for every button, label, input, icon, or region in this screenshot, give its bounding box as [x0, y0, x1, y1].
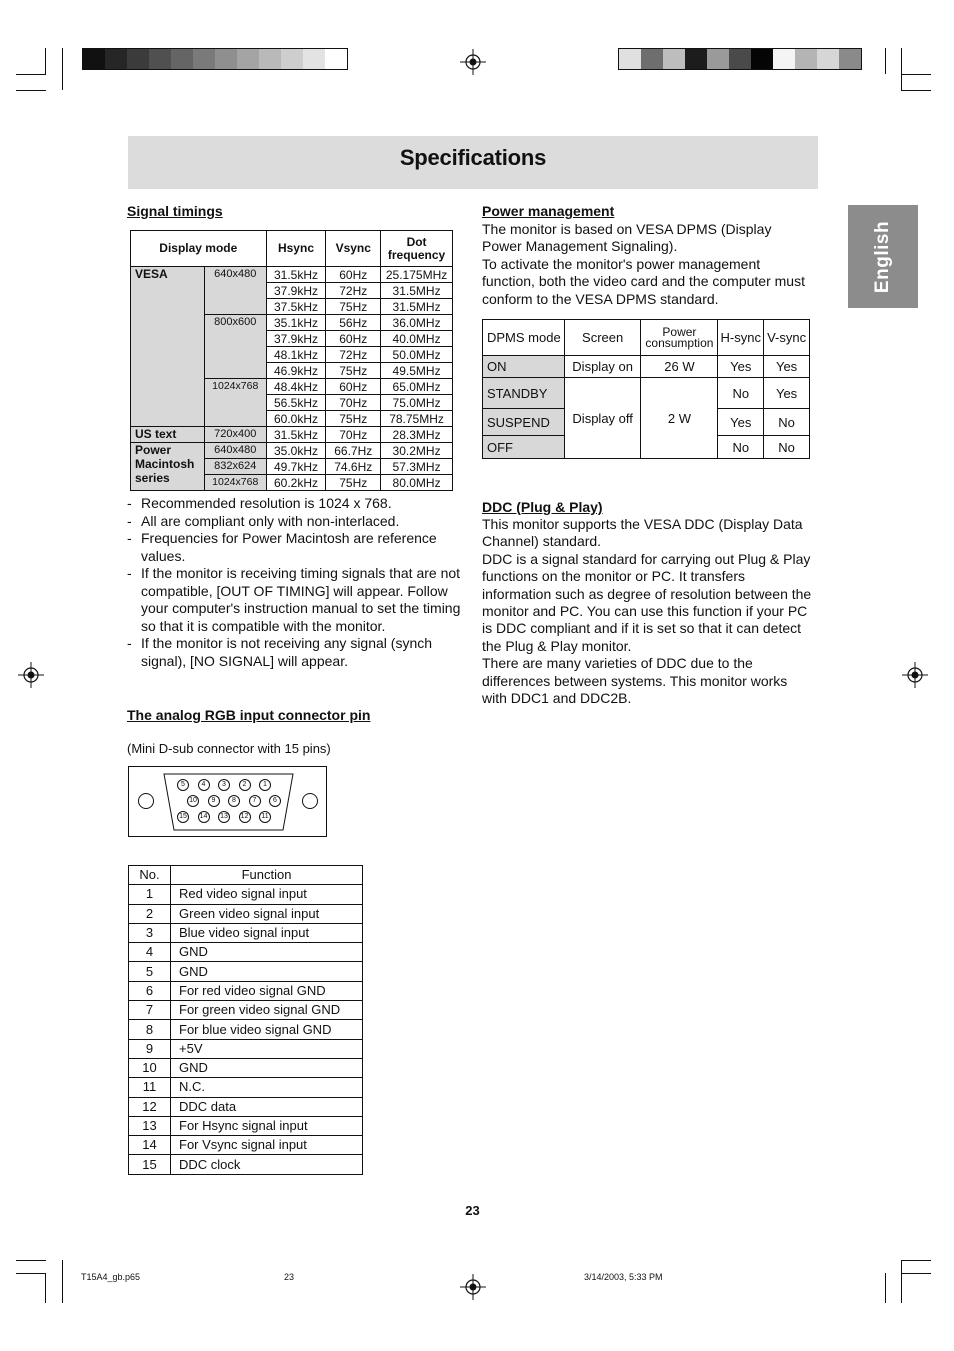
pin-function-cell: Red video signal input — [171, 885, 363, 904]
pin-number-cell: 8 — [129, 1020, 171, 1039]
table-cell: 31.5MHz — [381, 283, 453, 299]
pin-1-icon: 1 — [259, 779, 271, 791]
pin-14-icon: 14 — [198, 811, 210, 823]
table-cell: 60Hz — [326, 267, 381, 283]
table-cell: OFF — [483, 436, 565, 459]
table-cell: 75Hz — [326, 411, 381, 427]
pin-3-icon: 3 — [218, 779, 230, 791]
table-cell: 60.0kHz — [266, 411, 326, 427]
table-row — [129, 1020, 363, 1039]
table-row — [129, 1039, 363, 1058]
table-header: V-sync — [764, 320, 810, 356]
crop-mark — [901, 48, 902, 90]
table-cell: 66.7Hz — [326, 443, 381, 459]
pin-function-cell: GND — [171, 1058, 363, 1077]
paragraph: There are many varieties of DDC due to the differences between systems. This monitor works with DDC1 and DDC2B. — [482, 655, 788, 707]
table-cell: 75Hz — [326, 363, 381, 379]
color-swatch — [795, 49, 817, 69]
table-cell: 50.0MHz — [381, 347, 453, 363]
table-header: Screen — [564, 320, 641, 356]
signal-timings-notes — [127, 495, 463, 670]
pin-number-cell: 5 — [129, 962, 171, 981]
resolution-cell: 720x400 — [204, 427, 266, 443]
crop-mark — [62, 48, 63, 90]
color-swatch — [237, 49, 259, 69]
pin-function-cell: N.C. — [171, 1078, 363, 1097]
note-item: - All are compliant only with non-interlaced. — [127, 513, 463, 531]
table-row — [131, 443, 453, 459]
color-calibration-bar-right — [618, 48, 862, 70]
color-swatch — [259, 49, 281, 69]
pin-7-icon: 7 — [249, 795, 261, 807]
table-row — [131, 427, 453, 443]
table-cell: Yes — [718, 356, 764, 378]
table-cell: 70Hz — [326, 427, 381, 443]
registration-mark-icon — [460, 1274, 486, 1300]
color-swatch — [105, 49, 127, 69]
registration-mark-icon — [902, 662, 928, 688]
pin-11-icon: 11 — [259, 811, 271, 823]
table-cell: 75Hz — [326, 299, 381, 315]
table-row — [129, 943, 363, 962]
table-cell: 60Hz — [326, 379, 381, 395]
pin-number-cell: 11 — [129, 1078, 171, 1097]
crop-mark — [901, 90, 931, 91]
paragraph: The monitor is based on VESA DPMS (Display Power Management Signaling). — [482, 221, 772, 255]
pin-12-icon: 12 — [239, 811, 251, 823]
crop-mark — [45, 1273, 46, 1303]
resolution-cell: 832x624 — [204, 459, 266, 475]
pin-number-cell: 9 — [129, 1039, 171, 1058]
table-header: Dot frequency — [381, 231, 453, 267]
color-swatch — [707, 49, 729, 69]
table-row — [129, 1078, 363, 1097]
paragraph: To activate the monitor's power management function, both the video card and the computer must conform to the VESA DPMS standard. — [482, 255, 805, 307]
paragraph: This monitor supports the VESA DDC (Display Data Channel) standard. — [482, 516, 803, 550]
table-row — [129, 885, 363, 904]
table-cell: 49.7kHz — [266, 459, 326, 475]
table-header: Display mode — [131, 231, 267, 267]
table-cell: 70Hz — [326, 395, 381, 411]
pin-10-icon: 10 — [187, 795, 199, 807]
color-swatch — [303, 49, 325, 69]
table-cell: 30.2MHz — [381, 443, 453, 459]
pin-function-cell: For blue video signal GND — [171, 1020, 363, 1039]
resolution-cell: 800x600 — [204, 315, 266, 379]
table-cell: 25.175MHz — [381, 267, 453, 283]
pin-4-icon: 4 — [198, 779, 210, 791]
pin-function-cell: DDC data — [171, 1097, 363, 1116]
table-cell: 49.5MHz — [381, 363, 453, 379]
pin-function-cell: For Hsync signal input — [171, 1116, 363, 1135]
table-cell: 56Hz — [326, 315, 381, 331]
title-band — [128, 136, 818, 189]
color-swatch — [839, 49, 861, 69]
color-swatch — [663, 49, 685, 69]
color-swatch — [773, 49, 795, 69]
crop-mark — [16, 74, 46, 75]
table-cell: Yes — [764, 378, 810, 409]
pin-function-cell: For green video signal GND — [171, 1001, 363, 1020]
table-cell: 35.1kHz — [266, 315, 326, 331]
pin-8-icon: 8 — [228, 795, 240, 807]
signal-timings-table — [130, 230, 453, 491]
table-cell: 40.0MHz — [381, 331, 453, 347]
language-tab — [848, 205, 918, 308]
dpms-table — [482, 319, 810, 459]
table-cell: 75.0MHz — [381, 395, 453, 411]
table-row — [129, 981, 363, 1000]
table-cell: 65.0MHz — [381, 379, 453, 395]
pin-number-cell: 7 — [129, 1001, 171, 1020]
table-row — [129, 1058, 363, 1077]
pin-number-cell: 3 — [129, 923, 171, 942]
page-title: Specifications — [399, 145, 547, 170]
signal-timings-heading: Signal timings — [127, 203, 223, 219]
table-header: Power consumption — [641, 320, 718, 356]
color-swatch — [149, 49, 171, 69]
crop-mark — [901, 1260, 902, 1303]
table-cell: 56.5kHz — [266, 395, 326, 411]
table-cell: Yes — [764, 356, 810, 378]
table-header: Function — [171, 866, 363, 885]
resolution-cell: 640x480 — [204, 267, 266, 315]
crop-mark — [16, 1260, 46, 1261]
connector-caption: (Mini D-sub connector with 15 pins) — [127, 741, 331, 756]
color-swatch — [619, 49, 641, 69]
table-cell: Display off — [564, 378, 641, 459]
table-cell: 37.9kHz — [266, 331, 326, 347]
table-cell: 48.4kHz — [266, 379, 326, 395]
pin-number-cell: 4 — [129, 943, 171, 962]
note-item: - Frequencies for Power Macintosh are reference values. — [127, 530, 463, 565]
table-cell: Yes — [718, 409, 764, 436]
table-cell: 31.5kHz — [266, 427, 326, 443]
table-cell: 35.0kHz — [266, 443, 326, 459]
table-cell: 46.9kHz — [266, 363, 326, 379]
footer-page: 23 — [284, 1272, 295, 1282]
table-cell: 74.6Hz — [326, 459, 381, 475]
table-cell: No — [764, 409, 810, 436]
display-mode-cell: Power Macintosh series — [131, 443, 205, 491]
table-row — [129, 923, 363, 942]
pin-5-icon: 5 — [177, 779, 189, 791]
registration-mark-icon — [460, 49, 486, 75]
table-cell: 80.0MHz — [381, 475, 453, 491]
display-mode-cell: VESA — [131, 267, 205, 427]
pin-function-cell: GND — [171, 943, 363, 962]
note-item: - Recommended resolution is 1024 x 768. — [127, 495, 463, 513]
crop-mark — [16, 1273, 46, 1274]
pin-function-cell: +5V — [171, 1039, 363, 1058]
table-cell: 57.3MHz — [381, 459, 453, 475]
power-management-heading: Power management — [482, 203, 615, 219]
pin-function-cell: Green video signal input — [171, 904, 363, 923]
table-header: No. — [129, 866, 171, 885]
table-cell: SUSPEND — [483, 409, 565, 436]
table-cell: No — [764, 436, 810, 459]
table-cell: 60.2kHz — [266, 475, 326, 491]
table-row — [129, 1155, 363, 1174]
display-mode-cell: US text — [131, 427, 205, 443]
pin-number-cell: 6 — [129, 981, 171, 1000]
color-calibration-bar-left — [82, 48, 348, 70]
connector-heading: The analog RGB input connector pin — [127, 707, 371, 723]
table-cell: 75Hz — [326, 475, 381, 491]
table-row — [129, 1136, 363, 1155]
resolution-cell: 1024x768 — [204, 475, 266, 491]
table-header: Vsync — [326, 231, 381, 267]
crop-mark — [885, 1273, 886, 1303]
table-cell: Display on — [564, 356, 641, 378]
color-swatch — [325, 49, 347, 69]
color-swatch — [281, 49, 303, 69]
table-cell: 26 W — [641, 356, 718, 378]
ddc-heading: DDC (Plug & Play) — [482, 499, 603, 515]
pin-function-cell: For Vsync signal input — [171, 1136, 363, 1155]
color-swatch — [215, 49, 237, 69]
table-row — [131, 267, 453, 283]
pin-number-cell: 2 — [129, 904, 171, 923]
resolution-cell: 1024x768 — [204, 379, 266, 427]
ddc-text — [482, 516, 812, 707]
color-swatch — [127, 49, 149, 69]
table-cell: 48.1kHz — [266, 347, 326, 363]
crop-mark — [885, 48, 886, 74]
pin-function-cell: DDC clock — [171, 1155, 363, 1174]
color-swatch — [641, 49, 663, 69]
table-cell: 28.3MHz — [381, 427, 453, 443]
crop-mark — [901, 1273, 931, 1274]
color-swatch — [193, 49, 215, 69]
crop-mark — [16, 90, 46, 91]
note-item: - If the monitor is receiving timing signals that are not compatible, [OUT OF TIMING] will appear. Follow your computer's instruction manual to set the timing so that it is compatible with the monitor. — [127, 565, 463, 635]
table-header: DPMS mode — [483, 320, 565, 356]
crop-mark — [901, 1260, 931, 1261]
crop-mark — [901, 74, 931, 75]
color-swatch — [685, 49, 707, 69]
table-cell: 72Hz — [326, 283, 381, 299]
pin-function-cell: Blue video signal input — [171, 923, 363, 942]
dsub-connector-diagram — [128, 766, 327, 837]
table-cell: 37.5kHz — [266, 299, 326, 315]
table-row — [129, 1116, 363, 1135]
power-management-text — [482, 221, 812, 308]
table-cell: 31.5kHz — [266, 267, 326, 283]
pin-number-cell: 13 — [129, 1116, 171, 1135]
screw-hole-icon — [138, 793, 154, 809]
color-swatch — [751, 49, 773, 69]
resolution-cell: 640x480 — [204, 443, 266, 459]
table-cell: No — [718, 436, 764, 459]
table-header: Hsync — [266, 231, 326, 267]
paragraph: DDC is a signal standard for carrying out Plug & Play functions on the monitor or PC. It transfers information such as degree of resolution between the monitor and PC. You can use this function if your PC is DDC compliant and if it is set so that it can detect the Plug & Play monitor. — [482, 550, 812, 654]
registration-mark-icon — [18, 662, 44, 688]
pin-9-icon: 9 — [208, 795, 220, 807]
pin-number-cell: 12 — [129, 1097, 171, 1116]
table-cell: ON — [483, 356, 565, 378]
pin-number-cell: 1 — [129, 885, 171, 904]
table-cell: 72Hz — [326, 347, 381, 363]
pin-function-cell: GND — [171, 962, 363, 981]
table-row — [129, 904, 363, 923]
table-cell: 37.9kHz — [266, 283, 326, 299]
color-swatch — [171, 49, 193, 69]
table-header: H-sync — [718, 320, 764, 356]
table-cell: 31.5MHz — [381, 299, 453, 315]
pin-function-table — [128, 865, 363, 1175]
table-cell: No — [718, 378, 764, 409]
table-row — [129, 962, 363, 981]
color-swatch — [817, 49, 839, 69]
table-cell: 36.0MHz — [381, 315, 453, 331]
color-swatch — [729, 49, 751, 69]
language-tab-label: English — [872, 220, 893, 293]
table-cell: STANDBY — [483, 378, 565, 409]
table-cell: 78.75MHz — [381, 411, 453, 427]
pin-function-cell: For red video signal GND — [171, 981, 363, 1000]
pin-number-cell: 15 — [129, 1155, 171, 1174]
page-number: 23 — [465, 1203, 480, 1218]
pin-2-icon: 2 — [239, 779, 251, 791]
color-swatch — [83, 49, 105, 69]
table-row — [129, 1097, 363, 1116]
table-row — [129, 1001, 363, 1020]
footer-file: T15A4_gb.p65 — [81, 1272, 141, 1282]
footer-date: 3/14/2003, 5:33 PM — [584, 1272, 663, 1282]
screw-hole-icon — [302, 793, 318, 809]
table-cell: 2 W — [641, 378, 718, 459]
pin-number-cell: 14 — [129, 1136, 171, 1155]
pin-13-icon: 13 — [218, 811, 230, 823]
crop-mark — [62, 1260, 63, 1303]
pin-number-cell: 10 — [129, 1058, 171, 1077]
note-item: - If the monitor is not receiving any signal (synch signal), [NO SIGNAL] will appear. — [127, 635, 463, 670]
crop-mark — [45, 48, 46, 74]
table-cell: 60Hz — [326, 331, 381, 347]
pin-15-icon: 15 — [177, 811, 189, 823]
pin-6-icon: 6 — [269, 795, 281, 807]
